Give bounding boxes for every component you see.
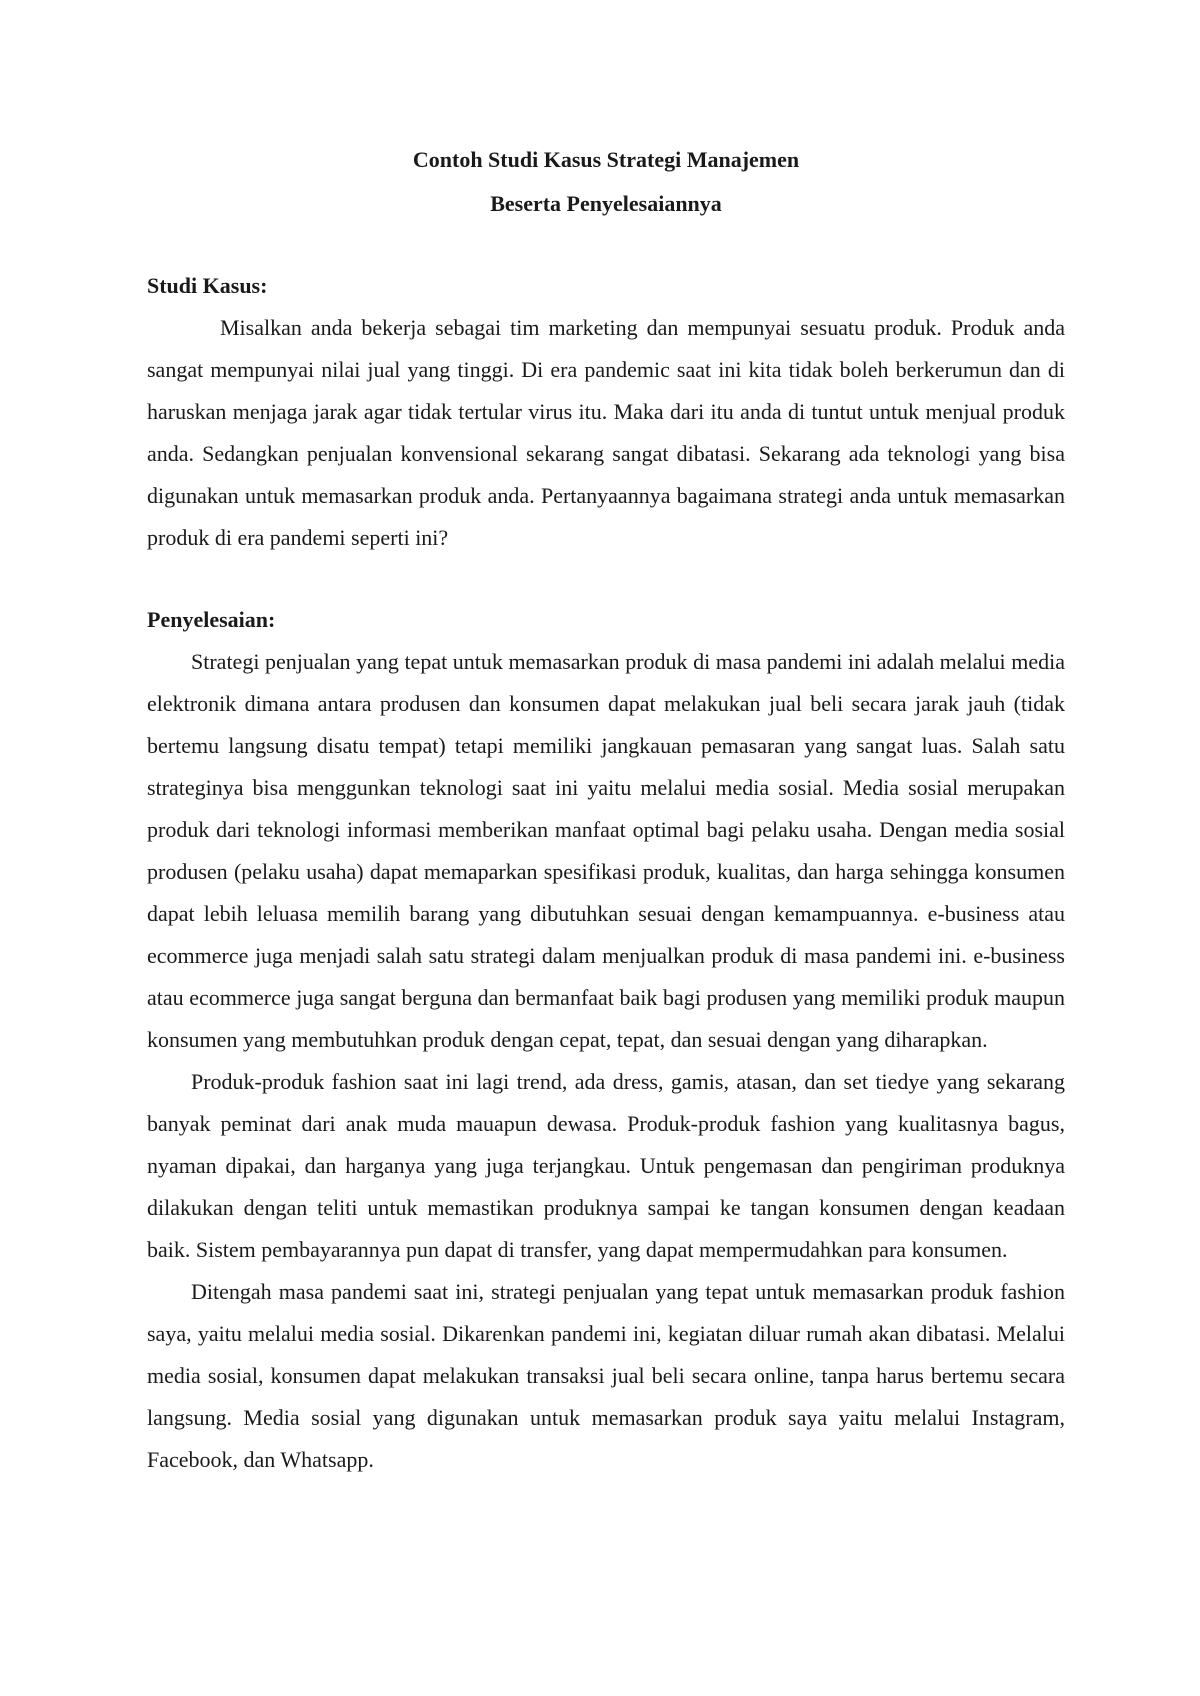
case-paragraph: Misalkan anda bekerja sebagai tim marketing dan mempunyai sesuatu produk. Produk anda sangat mempunyai nilai jual yang tinggi. Di era pandemic saat ini kita tidak boleh berkerumun dan di haruskan menjaga jarak agar tidak tertular virus itu. Maka dari itu anda di tuntut untuk menjual produk anda. Sedangkan penjualan konvensional sekarang sangat dibatasi. Sekarang ada teknologi yang bisa digunakan untuk memasarkan produk anda. Pertanyaannya bagaimana strategi anda untuk memasarkan produk di era pandemi seperti ini?: [147, 315, 1065, 550]
document-title-line-2: Beserta Penyelesaiannya: [490, 191, 722, 216]
solution-heading: Penyelesaian:: [147, 607, 276, 632]
document-page: [147, 138, 1065, 1481]
document-title-line-1: Contoh Studi Kasus Strategi Manajemen: [412, 147, 800, 172]
solution-paragraph-2: Produk-produk fashion saat ini lagi trend, ada dress, gamis, atasan, dan set tiedye yang sekarang banyak peminat dari anak muda mauapun dewasa. Produk-produk fashion yang kualitasnya bagus, nyaman dipakai, dan harganya yang juga terjangkau. Untuk pengemasan dan pengiriman produknya dilakukan dengan teliti untuk memastikan produknya sampai ke tangan konsumen dengan keadaan baik. Sistem pembayarannya pun dapat di transfer, yang dapat mempermudahkan para konsumen.: [147, 1069, 1065, 1262]
solution-paragraph-1: Strategi penjualan yang tepat untuk memasarkan produk di masa pandemi ini adalah melalui media elektronik dimana antara produsen dan konsumen dapat melakukan jual beli secara jarak jauh (tidak bertemu langsung disatu tempat) tetapi memiliki jangkauan pemasaran yang sangat luas. Salah satu strateginya bisa menggunkan teknologi saat ini yaitu melalui media sosial. Media sosial merupakan produk dari teknologi informasi memberikan manfaat optimal bagi pelaku usaha. Dengan media sosial produsen (pelaku usaha) dapat memaparkan spesifikasi produk, kualitas, dan harga sehingga konsumen dapat lebih leluasa memilih barang yang dibutuhkan sesuai dengan kemampuannya. e-business atau ecommerce juga menjadi salah satu strategi dalam menjualkan produk di masa pandemi ini. e-business atau ecommerce juga sangat berguna dan bermanfaat baik bagi produsen yang memiliki produk maupun konsumen yang membutuhkan produk dengan cepat, tepat, dan sesuai dengan yang diharapkan.: [147, 649, 1065, 1052]
solution-paragraph-3: Ditengah masa pandemi saat ini, strategi penjualan yang tepat untuk memasarkan produk fashion saya, yaitu melalui media sosial. Dikarenkan pandemi ini, kegiatan diluar rumah akan dibatasi. Melalui media sosial, konsumen dapat melakukan transaksi jual beli secara online, tanpa harus bertemu secara langsung. Media sosial yang digunakan untuk memasarkan produk saya yaitu melalui Instagram, Facebook, dan Whatsapp.: [147, 1279, 1065, 1472]
case-heading: Studi Kasus:: [147, 273, 268, 298]
